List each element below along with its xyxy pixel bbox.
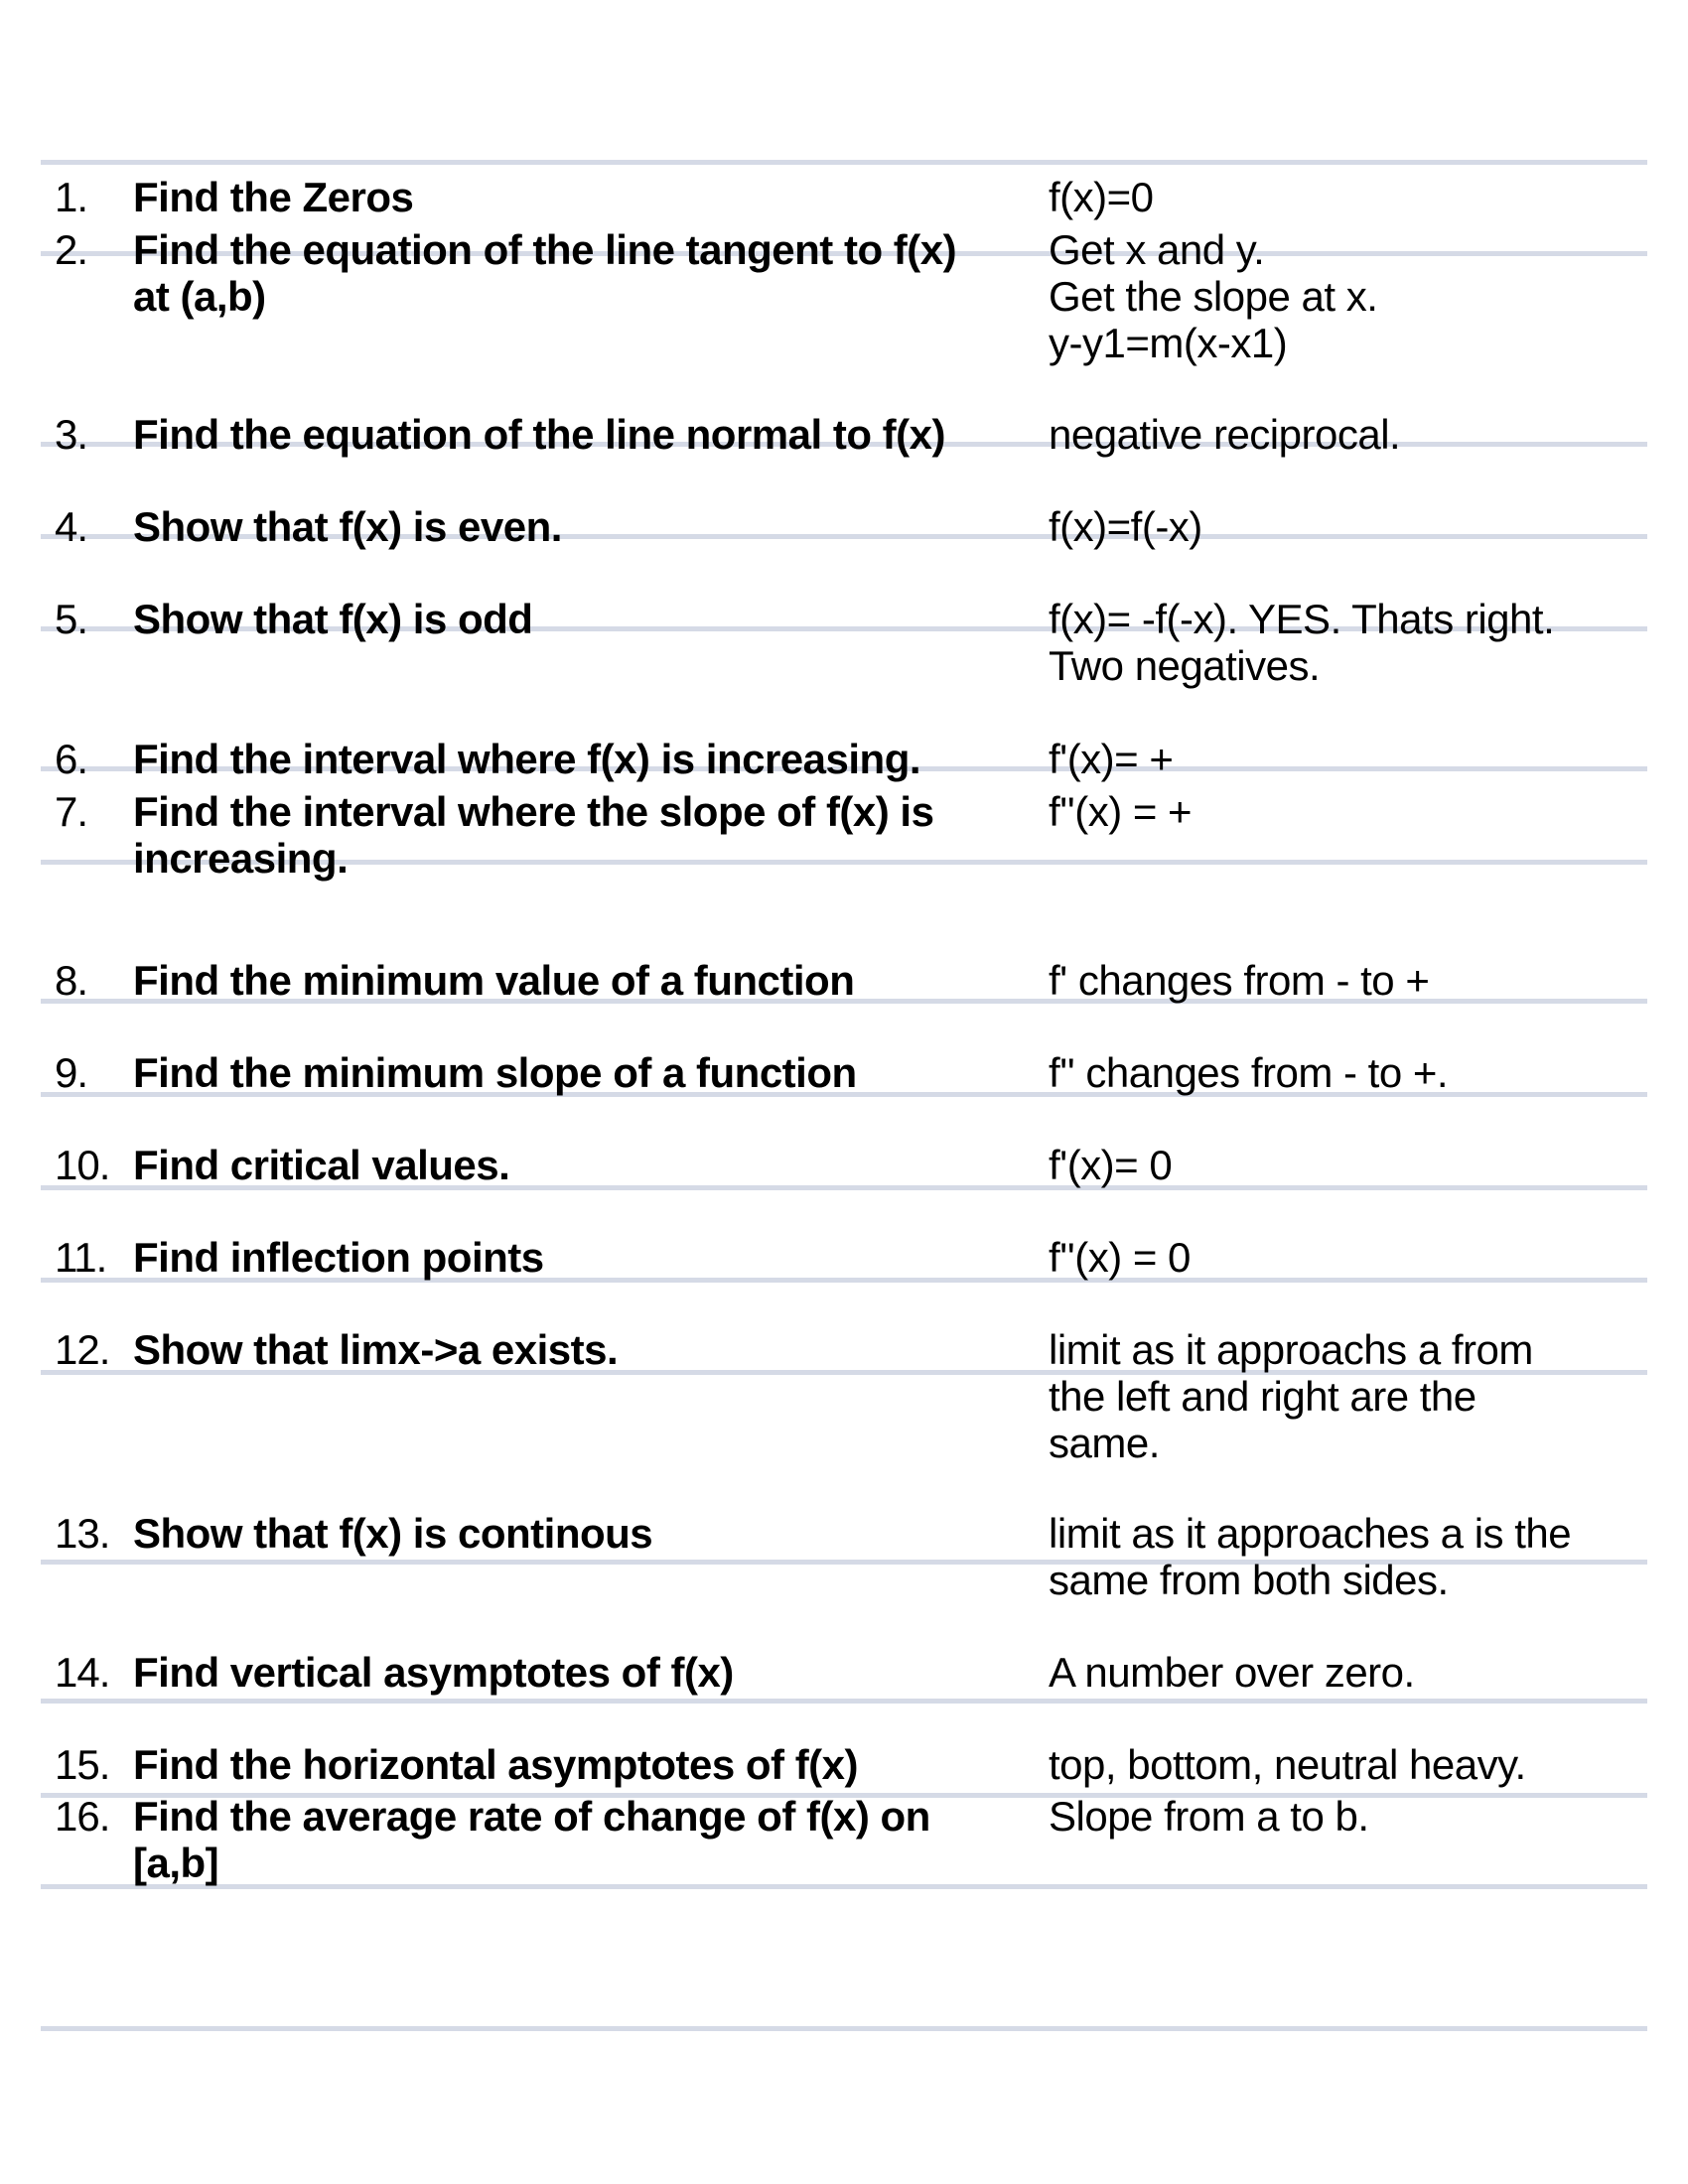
question-line: Find the equation of the line tangent to f(x) [133,226,957,273]
item-number: 11. [55,1234,107,1281]
item-number: 8. [55,957,88,1004]
answer-line: Slope from a to b. [1049,1793,1369,1840]
answer-line: negative reciprocal. [1049,411,1401,458]
question-line: Find the average rate of change of f(x) on [133,1793,930,1840]
answer-text [1049,1741,1654,1788]
question-line: Find the minimum value of a function [133,957,855,1004]
answer-line: f''(x) = 0 [1049,1234,1191,1281]
item-number: 15. [55,1741,110,1788]
item-number: 16. [55,1793,110,1840]
question-line: at (a,b) [133,273,266,320]
question-text [133,1234,1027,1281]
answer-line: limit as it approachs a from [1049,1326,1533,1373]
question-text [133,1741,1027,1788]
item-number: 4. [55,503,88,550]
answer-line: Get x and y. [1049,226,1265,273]
answer-text [1049,503,1654,550]
question-text [133,503,1027,550]
question-line: Show that f(x) is odd [133,596,533,642]
item-number: 2. [55,226,88,273]
question-line: Find the equation of the line normal to f(x) [133,411,945,458]
ruled-line [41,2026,1647,2031]
question-text [133,736,1027,782]
answer-text [1049,736,1654,782]
question-line: Show that f(x) is even. [133,503,562,550]
answer-line: A number over zero. [1049,1649,1415,1696]
question-line: Find the interval where the slope of f(x) is [133,788,934,835]
ruled-line [41,1699,1647,1704]
item-number: 9. [55,1049,88,1096]
item-number: 5. [55,596,88,642]
answer-line: Two negatives. [1049,642,1321,689]
answer-text [1049,1510,1654,1603]
answer-text [1049,1142,1654,1188]
answer-line: limit as it approaches a is the [1049,1510,1572,1557]
question-line: Find the interval where f(x) is increasing. [133,736,921,782]
question-line: Find the horizontal asymptotes of f(x) [133,1741,859,1788]
answer-text [1049,1649,1654,1696]
item-number: 7. [55,788,88,835]
answer-text [1049,226,1654,366]
question-text [133,1510,1027,1557]
question-text [133,957,1027,1004]
answer-line: Get the slope at x. [1049,273,1378,320]
question-text [133,411,1027,458]
answer-line: top, bottom, neutral heavy. [1049,1741,1526,1788]
answer-text [1049,411,1654,458]
ruled-line [41,160,1647,165]
question-line: Find the Zeros [133,174,414,220]
answer-line: same. [1049,1420,1160,1466]
question-text [133,226,1027,320]
item-number: 14. [55,1649,110,1696]
answer-text [1049,596,1654,689]
question-text [133,174,1027,220]
answer-line: y-y1=m(x-x1) [1049,320,1288,366]
question-text [133,1326,1027,1373]
item-number: 1. [55,174,88,220]
question-line: Find critical values. [133,1142,510,1188]
answer-line: same from both sides. [1049,1557,1449,1603]
item-number: 12. [55,1326,110,1373]
question-text [133,596,1027,642]
question-line: Find vertical asymptotes of f(x) [133,1649,734,1696]
question-line: Find inflection points [133,1234,544,1281]
item-number: 6. [55,736,88,782]
question-text [133,1049,1027,1096]
answer-text [1049,174,1654,220]
question-line: [a,b] [133,1840,219,1886]
answer-text [1049,957,1654,1004]
question-line: Find the minimum slope of a function [133,1049,857,1096]
answer-line: the left and right are the [1049,1373,1477,1420]
answer-line: f(x)=0 [1049,174,1154,220]
question-text [133,1142,1027,1188]
item-number: 3. [55,411,88,458]
answer-line: f''(x) = + [1049,788,1193,835]
answer-text [1049,1326,1654,1466]
item-number: 13. [55,1510,110,1557]
answer-line: f' changes from - to + [1049,957,1430,1004]
answer-line: f'(x)= + [1049,736,1174,782]
answer-line: f(x)=f(-x) [1049,503,1202,550]
answer-line: f'' changes from - to +. [1049,1049,1449,1096]
answer-line: f'(x)= 0 [1049,1142,1173,1188]
answer-text [1049,1049,1654,1096]
answer-text [1049,1234,1654,1281]
question-text [133,1793,1027,1886]
item-number: 10. [55,1142,110,1188]
answer-text [1049,788,1654,835]
question-line: Show that limx->a exists. [133,1326,619,1373]
question-line: increasing. [133,835,349,882]
question-text [133,1649,1027,1696]
question-text [133,788,1027,882]
question-line: Show that f(x) is continous [133,1510,653,1557]
answer-text [1049,1793,1654,1840]
answer-line: f(x)= -f(-x). YES. Thats right. [1049,596,1555,642]
